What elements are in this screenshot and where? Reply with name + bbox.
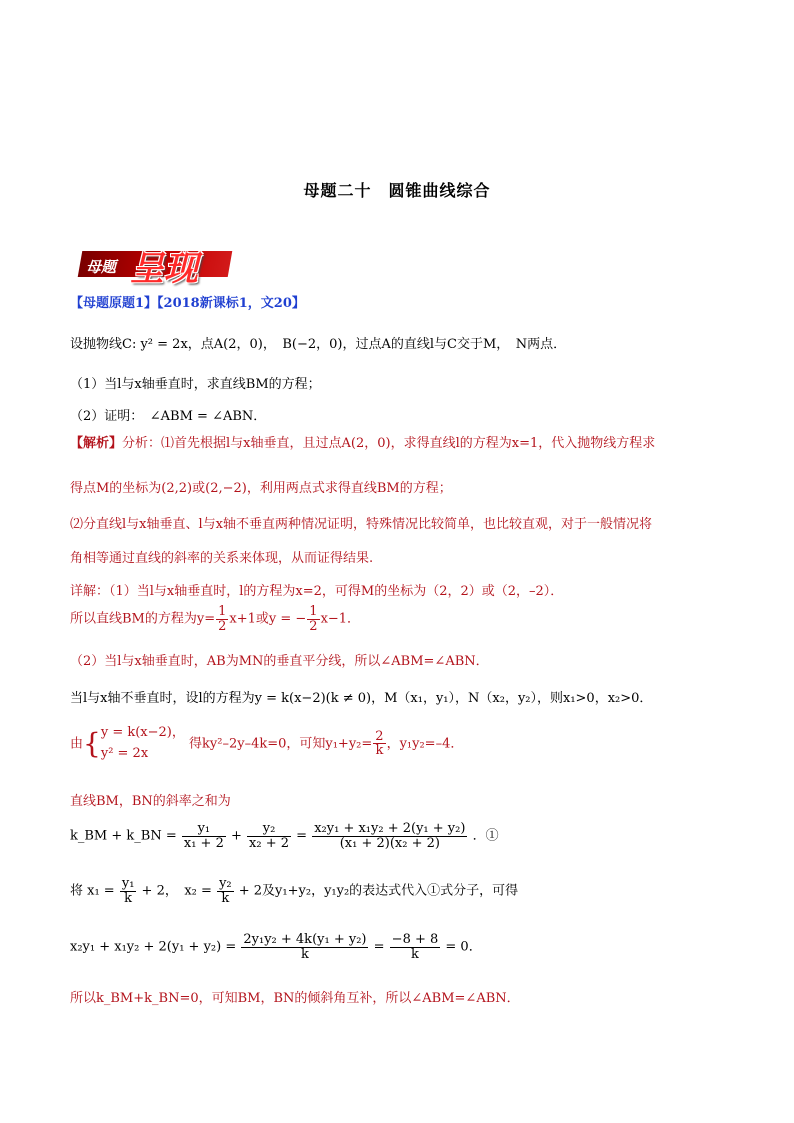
sub-mid-2: + 2及y₁+y₂，y₁y₂的表达式代入①式分子，可得: [238, 883, 519, 899]
jiexi-tag: 【解析】: [70, 436, 123, 451]
system-post-1: 得ky²–2y–4k=0，可知y₁+y₂=: [189, 736, 373, 752]
num-fraction-1: $\frac{\text{2y₁y₂ + 4k(y₁ + y₂)}}{k}$: [243, 932, 367, 962]
sub-mid-1: + 2， x₂ =: [141, 883, 212, 899]
banner-big-text: 呈现: [130, 249, 198, 289]
analysis-text-1: 分析：⑴首先根据l与x轴垂直，且过点A(2，0)，求得直线l的方程为x=1，代入抛物线方程求: [122, 436, 656, 451]
system-brace: {: [83, 726, 101, 760]
system-pre: 由: [70, 736, 84, 752]
page-title: 母题二十 圆锥曲线综合: [303, 181, 491, 200]
num-equals: =: [373, 939, 385, 955]
banner-small-text: 母题: [86, 258, 117, 276]
system-post-2: ，y₁y₂=–4．: [386, 736, 464, 752]
detail2-pre: 所以直线BM的方程为y=: [70, 611, 216, 627]
fraction-half-1: $\frac{1}{2}$: [218, 604, 227, 634]
slope-intro: 直线BM，BN的斜率之和为: [70, 794, 231, 809]
slope-fraction-1: $\frac{\text{y₁}}{\text{x₁ + 2}}$: [183, 821, 224, 851]
detail-line-2: [70, 605, 360, 633]
detail-line-3: （2）当l与x轴垂直时，AB为MN的垂直平分线，所以∠ABM=∠ABN．: [70, 654, 489, 669]
system-line: [70, 723, 463, 765]
fraction-half-2: $\frac{1}{2}$: [309, 604, 318, 634]
source-ref: 【2018新课标1，文20】: [157, 296, 305, 311]
source-line: [70, 292, 305, 311]
slope-equals: =: [296, 828, 308, 844]
problem-text: 设抛物线C: y² = 2x，点A(2，0)， B(−2，0)，过点A的直线l与C交于M， N两点．: [70, 337, 567, 352]
detail-line-1: 详解：（1）当l与x轴垂直时，l的方程为x=2，可得M的坐标为（2，2）或（2，–2）．: [70, 584, 564, 599]
slope-fraction-3: $\frac{\text{x₂y₁ + x₁y₂ + 2(y₁ + y₂)}}{\text{(x₁ + 2)(x₂ + 2)}}$: [314, 821, 466, 851]
num-fraction-2: $\frac{-8 + 8}{k}$: [391, 932, 439, 962]
slope-plus: +: [231, 828, 242, 844]
sub-fraction-2: $\frac{\text{y₂}}{k}$: [219, 876, 232, 906]
num-lhs: x₂y₁ + x₁y₂ + 2(y₁ + y₂) =: [70, 939, 237, 955]
detail2-mid: x+1或y = −: [229, 611, 307, 627]
conclusion-line: 所以k_BM+k_BN=0，可知BM，BN的倾斜角互补，所以∠ABM=∠ABN．: [70, 991, 520, 1006]
fraction-2-over-k: $\frac{2}{k}$: [375, 728, 384, 759]
system-equations: [101, 723, 185, 765]
num-end: = 0．: [445, 939, 482, 955]
detail2-post: x−1．: [320, 611, 361, 627]
sub-pre: 将 x₁ =: [70, 883, 115, 899]
question-1: （1）当l与x轴垂直时，求直线BM的方程；: [70, 377, 321, 392]
detail-line-4: 当l与x轴不垂直时，设l的方程为y = k(x−2)(k ≠ 0)，M（x₁，y₁），N（x₂，y₂），则x₁>0，x₂>0．: [70, 691, 653, 706]
analysis-line-1: [70, 432, 655, 451]
slope-equation: [70, 822, 499, 850]
source-tag: 【母题原题1】: [70, 296, 158, 311]
sub-fraction-1: $\frac{\text{y₁}}{k}$: [121, 876, 135, 906]
analysis-line-3: ⑵分直线l与x轴垂直、l与x轴不垂直两种情况证明，特殊情况比较简单，也比较直观，对于一般情况将: [70, 517, 652, 532]
system-eq-1: y = k(x−2)，: [100, 725, 185, 740]
substitution-line: [70, 877, 518, 905]
section-banner: [80, 243, 230, 289]
question-2: （2）证明： ∠ABM = ∠ABN．: [70, 409, 267, 424]
slope-mark: ．①: [472, 828, 499, 844]
slope-lhs: k_BM + k_BN =: [70, 828, 177, 844]
system-eq-2: y² = 2x: [100, 745, 149, 761]
numerator-equation: [70, 933, 482, 961]
analysis-line-2: 得点M的坐标为(2,2)或(2,−2)，利用两点式求得直线BM的方程；: [70, 481, 452, 496]
slope-fraction-2: $\frac{\text{y₂}}{\text{x₂ + 2}}$: [249, 821, 290, 851]
analysis-line-4: 角相等通过直线的斜率的关系来体现，从而证得结果.: [70, 551, 374, 566]
